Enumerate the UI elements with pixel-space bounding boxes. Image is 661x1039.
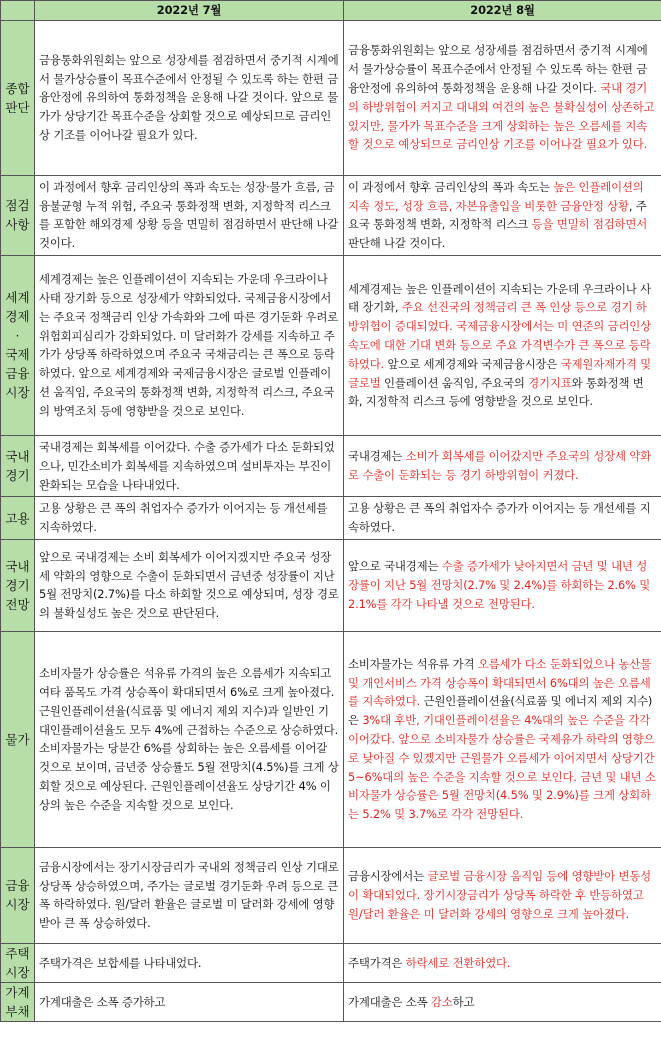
row-label-line: 사항 (5, 217, 30, 233)
body-text: 소비자물가 상승률은 석유류 가격의 높은 오름세가 지속되고 여타 품목도 가격 상승폭이 확대되면서 6%로 크게 높아졌다. 근원인플레이션율(식료품 및 에너지 제외 지수)과 일반인 기대인플레이션율도 모두 4%에 근접하는 수준으로 상승하였다. 소비자물가는 당분간 6%를 상회하는 높은 오름세를 이어갈 것으로 보이며, 금년중 상승률도 5월 전망치(4.5%)를 크게 상회할 것으로 예상된다. 근원인플레이션율도 상당기간 4% 이상의 높은 수준을 지속할 것으로 보인다. (39, 666, 339, 812)
row-label-line: 가계 (5, 984, 30, 1000)
highlighted-text: 글로벌 금융시장 움직임 등에 영향받아 변동성이 확대되었다. 장기시장금리가 상당폭 하락한 후 반등하였고 원/달러 환율은 미 달러화 강세의 영향으로 크게 높아졌다. (348, 869, 652, 921)
body-text: 금융통화위원회는 앞으로 성장세를 점검하면서 중기적 시계에서 물가상승률이 목표수준에서 안정될 수 있도록 하는 한편 금융안정에 유의하여 통화정책을 운용해 나갈 것이다. (348, 43, 648, 95)
table-row (1, 497, 661, 540)
body-text: 앞으로 국내경제는 (348, 559, 442, 574)
body-text: 소비자물가는 석유류 가격 (348, 656, 478, 671)
table-row (1, 435, 661, 496)
table-row (1, 943, 661, 982)
body-text: 이 과정에서 향후 금리인상의 폭과 속도는 (348, 179, 554, 194)
row-label (1, 539, 35, 631)
table-row (1, 20, 661, 175)
row-label-line: 부채 (5, 1003, 30, 1019)
body-text: 국내경제는 회복세를 이어갔다. 수출 증가세가 다소 둔화되었으나, 민간소비가 회복세를 지속하였으며 설비투자는 부진이 완화되는 모습을 나타내었다. (39, 439, 335, 492)
highlighted-text: 감소 (430, 994, 453, 1009)
table-row (1, 847, 661, 943)
row-label-line: 판단 (5, 99, 30, 115)
row-label-line: 국내 (5, 449, 30, 465)
cell-july (35, 435, 344, 496)
body-text: 이 과정에서 향후 금리인상의 폭과 속도는 성장·물가 흐름, 금융불균형 누적 위험, 주요국 통화정책 변화, 지정학적 리스크를 포함한 해외경제 상황 등을 면밀히 점검하면서 판단해 나갈 것이다. (39, 179, 339, 251)
row-label-line: 금융 (5, 366, 30, 382)
cell-july (35, 20, 344, 175)
table-row (1, 631, 661, 847)
table-row (1, 175, 661, 255)
row-label-line: 점검 (5, 198, 30, 214)
row-label (1, 175, 35, 255)
row-label-line: 금융 (5, 878, 30, 894)
highlighted-text: 소비가 회복세를 이어갔지만 주요국의 성장세 약화로 수출이 둔화되는 등 경기 하방위험이 커졌다. (348, 449, 652, 483)
highlighted-text: 하락세로 전환하였다. (405, 955, 511, 970)
row-label-line: 주택 (5, 945, 30, 961)
row-label (1, 847, 35, 943)
cell-august (344, 497, 661, 540)
body-text: 가계대출은 소폭 (348, 994, 431, 1009)
body-text: 국내경제는 (348, 449, 406, 464)
row-label (1, 255, 35, 435)
highlighted-text: 국제원자재가격 및 글로벌 (348, 356, 652, 390)
cell-july (35, 631, 344, 847)
row-label-line: 세계 (5, 290, 30, 306)
row-label-line: 국내 (5, 558, 30, 574)
row-label-line: 종합 (5, 80, 30, 96)
body-text: 하고 (452, 994, 475, 1009)
cell-august (344, 847, 661, 943)
corner-cell (1, 1, 35, 21)
row-label-line: 시장 (5, 897, 30, 913)
row-label-line: 전망 (5, 596, 30, 612)
body-text: 금융통화위원회는 앞으로 성장세를 점검하면서 중기적 시계에서 물가상승률이 목표수준에서 안정될 수 있도록 하는 한편 금융안정에 유의하여 통화정책을 운용해 나갈 것이다. 앞으로 물가가 상당기간 목표수준을 상회할 것으로 예상되므로 금리인상 기조를 이어나갈 필요가 있다. (39, 52, 339, 142)
body-text: 주택가격은 (348, 955, 406, 970)
body-text: 고용 상황은 큰 폭의 취업자수 증가가 이어지는 등 개선세를 지속하였다. (348, 501, 651, 535)
body-text: 세계경제는 높은 인플레이션이 지속되는 가운데 우크라이나 사태 장기화 등으로 성장세가 약화되었다. 국제금융시장에서는 주요국 정책금리 인상 가속화와 그에 따른 경기둔화 우려로 위험회피심리가 강화되었다. 미 달러화가 강세를 지속하고 주가가 상당폭 하락하였으며 주요국 국채금리는 큰 폭으로 등락하였다. 앞으로 세계경제와 국제금융시장은 글로벌 인플레이션 움직임, 주요국의 통화정책 변화, 지정학적 리스크, 주요국의 방역조치 등에 영향받을 것으로 보인다. (39, 272, 339, 418)
row-label-line: 고용 (5, 510, 30, 526)
row-label-line: 경기 (5, 468, 30, 484)
body-text: 세계경제는 높은 인플레이션이 지속되는 가운데 우크라이나 사태 장기화, (348, 281, 652, 315)
cell-july (35, 175, 344, 255)
highlighted-text: 주요 선진국의 정책금리 큰 폭 인상 등으로 경기 하방위험이 증대되었다. 국제금융시장에서는 미 연준의 금리인상 속도에 대한 기대 변화 등으로 주요 가격변수가 큰 폭으로 등락하였다. (348, 300, 652, 371)
cell-july (35, 255, 344, 435)
body-text: 앞으로 국내경제는 소비 회복세가 이어지겠지만 주요국 성장세 약화의 영향으로 수출이 둔화되면서 금년중 성장률이 지난 5월 전망치(2.7%)를 다소 하회할 것으로 예상되며, 성장 경로의 불확실성도 높은 것으로 판단된다. (39, 549, 339, 621)
column-header-august: 2022년 8월 (344, 1, 661, 21)
row-label (1, 497, 35, 540)
body-text: 와 통화정책 변화, 지정학적 리스크 등에 영향받을 것으로 보인다. (348, 375, 644, 409)
row-label (1, 435, 35, 496)
table-row (1, 982, 661, 1021)
row-label (1, 943, 35, 982)
table-row (1, 539, 661, 631)
cell-august (344, 539, 661, 631)
cell-august (344, 943, 661, 982)
body-text: 고용 상황은 큰 폭의 취업자수 증가가 이어지는 등 개선세를 지속하였다. (39, 501, 328, 535)
highlighted-text: 3%대 후반, 기대인플레이션율은 4%대의 높은 수준을 각각 이어갔다. 앞으로 소비자물가 상승률은 국제유가 하락의 영향으로 낮아질 수 있겠지만 근원물가 오름세가 이어지면서 상당기간 5~6%대의 높은 수준을 지속할 것으로 보인다. 금년 및 내년 소비자물가 상승률은 5월 전망치(4.5% 및 2.9%)를 크게 상회하는 5.2% 및 3.7%로 각각 전망된다. (348, 713, 656, 822)
row-label-line: 경기 (5, 577, 30, 593)
highlighted-text: 경기지표 (528, 375, 572, 390)
body-text: 근원인플레이션율(식료품 및 에너지 제외 지수)은 (348, 694, 653, 728)
highlighted-text: 오름세가 다소 둔화되었으나 농산물 및 개인서비스 가격 상승폭이 확대되면서 6%대의 높은 오름세를 지속하였다. (348, 656, 652, 709)
row-label (1, 20, 35, 175)
cell-august (344, 175, 661, 255)
row-label-line: 시장 (5, 964, 30, 980)
cell-august (344, 20, 661, 175)
row-label (1, 631, 35, 847)
highlighted-text: 국내 경기의 하방위험이 커지고 대내외 여건의 높은 불확실성이 상존하고 있지만, 물가가 목표수준을 크게 상회하는 높은 오름세를 지속할 것으로 예상되므로 금리인상 기조를 이어나갈 필요가 있다. (348, 81, 655, 152)
highlighted-text: 등을 면밀히 점검하면서 (531, 217, 648, 232)
highlighted-text: 수출 증가세가 낮아지면서 금년 및 내년 성장률이 지난 5월 전망치(2.7% 및 2.4%)를 하회하는 2.6% 및 2.1%를 각각 나타낼 것으로 전망된다. (348, 559, 651, 611)
cell-july (35, 497, 344, 540)
cell-august (344, 982, 661, 1021)
cell-august (344, 435, 661, 496)
body-text: 판단해 나갈 것이다. (348, 236, 446, 251)
body-text: 인플레이션 움직임, 주요국의 (380, 375, 529, 390)
body-text: 금융시장에서는 장기시장금리가 국내외 정책금리 인상 기대로 상당폭 상승하였으며, 주가는 글로벌 경기둔화 우려 등으로 큰 폭 하락하였다. 원/달러 환율은 글로벌 미 달러화 강세에 영향받아 큰 폭 상승하였다. (39, 859, 339, 931)
row-label (1, 982, 35, 1021)
table-row (1, 255, 661, 435)
row-label-line: 물가 (5, 731, 30, 747)
cell-july (35, 982, 344, 1021)
body-text: 주택가격은 보합세를 나타내었다. (39, 955, 202, 970)
body-text: , 주요국 통화정책 변화, 지정학적 리스크 (348, 198, 647, 232)
cell-july (35, 847, 344, 943)
row-label-line: 시장 (5, 385, 30, 401)
highlighted-text: 높은 인플레이션의 지속 정도, 성장 흐름, 자본유출입을 비롯한 금융안정 상황 (348, 179, 644, 213)
cell-august (344, 631, 661, 847)
row-label-line: 국제 (5, 347, 30, 363)
body-text: 금융시장에서는 (348, 869, 428, 884)
cell-july (35, 539, 344, 631)
row-label-line: 경제 (5, 309, 30, 325)
header-row (1, 1, 661, 21)
cell-july (35, 943, 344, 982)
row-label-line: · (15, 328, 20, 344)
column-header-july: 2022년 7월 (35, 1, 344, 21)
cell-august (344, 255, 661, 435)
body-text: 앞으로 세계경제와 국제금융시장은 (384, 356, 561, 371)
body-text: 가계대출은 소폭 증가하고 (39, 994, 166, 1009)
